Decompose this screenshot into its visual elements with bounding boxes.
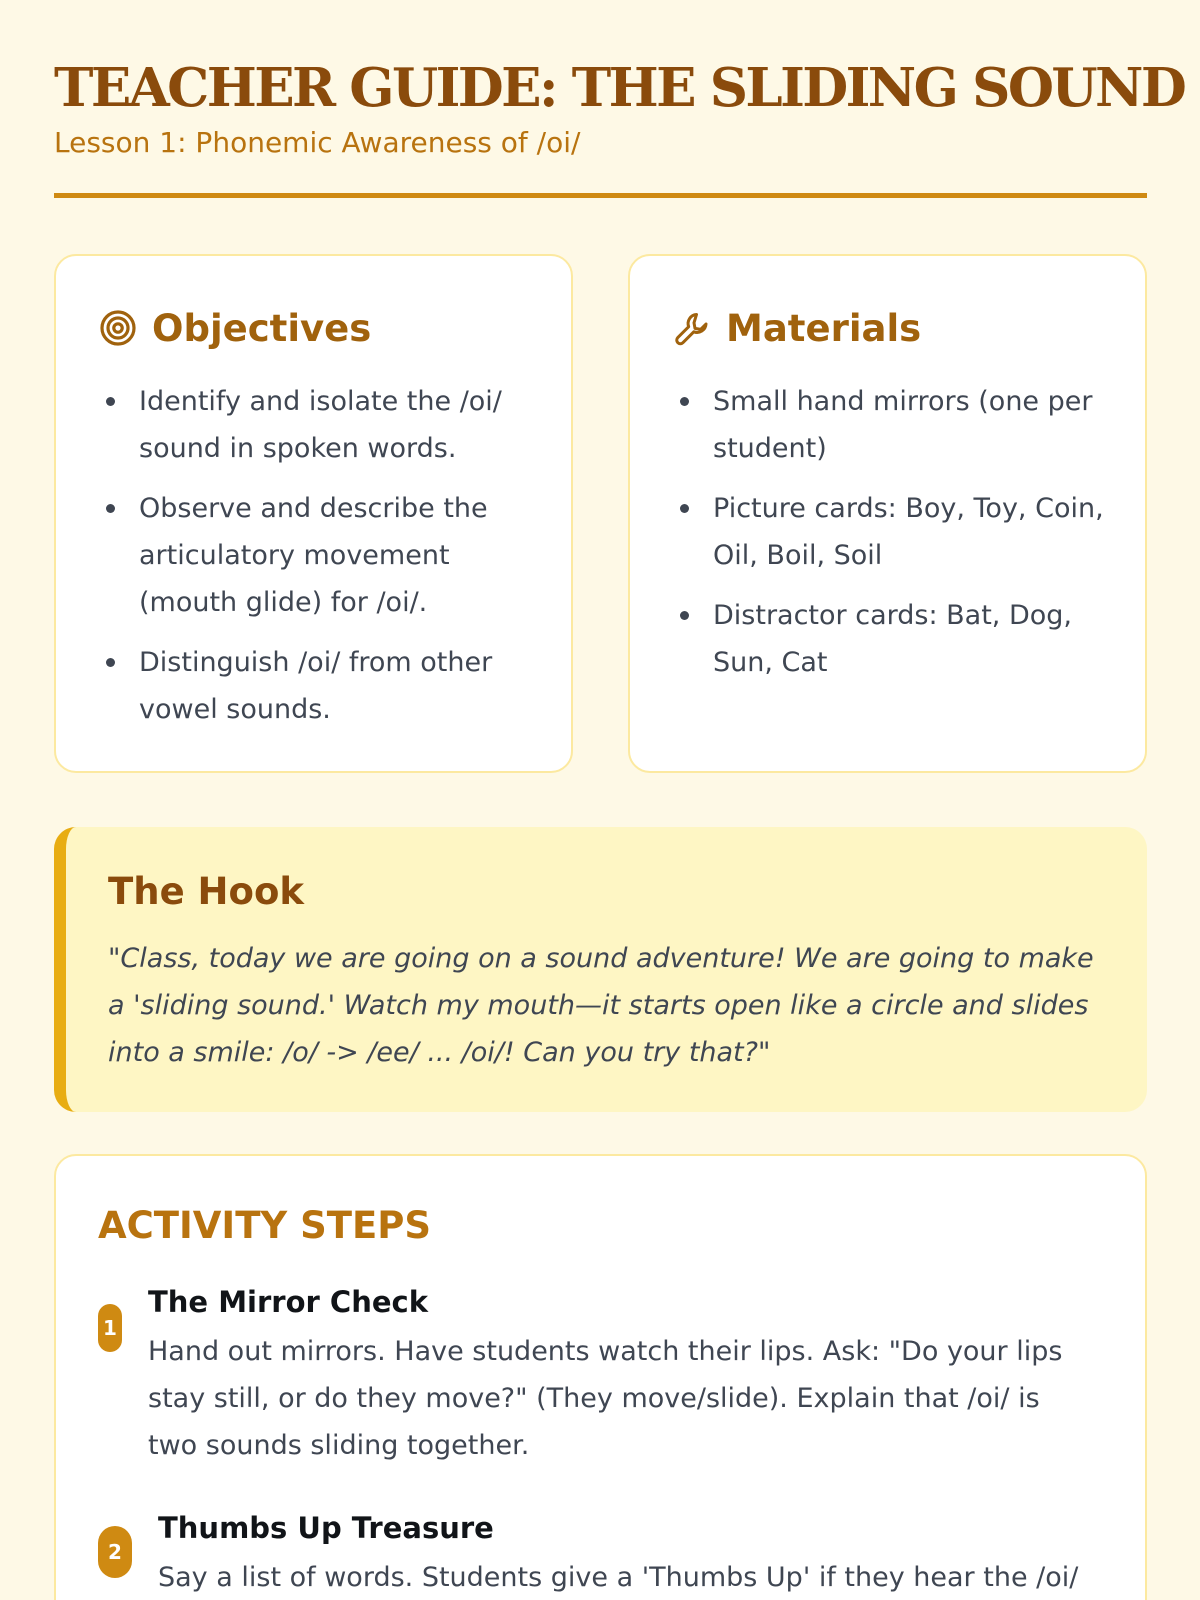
- bullet-dot: [680, 504, 689, 513]
- objectives-header: [98, 298, 371, 358]
- bullet-dot: [106, 658, 115, 667]
- objective-text: Distinguish /oi/ from other vowel sounds.: [139, 647, 493, 725]
- list-item: [672, 485, 1117, 579]
- materials-card: [628, 254, 1147, 773]
- objectives-list: [98, 378, 543, 746]
- step-description: Hand out mirrors. Have students watch their lips. Ask: "Do your lips stay still, or do they move?" (They move/slide). Explain that /oi/ is two sounds sliding together.: [148, 1336, 1063, 1461]
- bullet-dot: [680, 397, 689, 406]
- list-item: [98, 378, 543, 472]
- hook-quote: "Class, today we are going on a sound adventure! We are going to make a 'sliding sound.' Watch my mouth—it starts open like a circle and slides into a smile: /o/ -> /ee/ ... /oi/! Can you try that?": [108, 943, 1094, 1068]
- materials-title: Materials: [726, 306, 922, 350]
- header-divider: [54, 193, 1147, 198]
- activity-steps-title: ACTIVITY STEPS: [98, 1204, 432, 1247]
- objectives-title: Objectives: [152, 306, 372, 350]
- step-number-badge: 2: [98, 1526, 132, 1578]
- material-text: Small hand mirrors (one per student): [713, 386, 1093, 464]
- materials-header: [672, 298, 921, 358]
- objectives-card: [54, 254, 573, 773]
- bullet-dot: [106, 397, 115, 406]
- list-item: [672, 378, 1117, 472]
- step-number-badge: 1: [98, 1304, 122, 1352]
- bullet-dot: [680, 611, 689, 620]
- objective-text: Observe and describe the articulatory movement (mouth glide) for /oi/.: [139, 493, 488, 618]
- step-title: Thumbs Up Treasure: [158, 1511, 494, 1545]
- activity-steps-card: [54, 1154, 1147, 1600]
- materials-list: [672, 378, 1117, 699]
- hook-callout: [54, 827, 1147, 1112]
- step-description: Say a list of words. Students give a 'Thumbs Up' if they hear the /oi/: [158, 1562, 1079, 1593]
- page-title: TEACHER GUIDE: THE SLIDING SOUND: [54, 57, 1185, 119]
- wrench-icon: [672, 308, 712, 348]
- target-icon: [98, 308, 138, 348]
- list-item: [98, 485, 543, 626]
- material-text: Picture cards: Boy, Toy, Coin, Oil, Boil, Soil: [713, 493, 1104, 571]
- list-item: [98, 639, 543, 733]
- hook-title: The Hook: [108, 870, 304, 913]
- bullet-dot: [106, 504, 115, 513]
- material-text: Distractor cards: Bat, Dog, Sun, Cat: [713, 600, 1072, 678]
- list-item: [672, 592, 1117, 686]
- objective-text: Identify and isolate the /oi/ sound in spoken words.: [139, 386, 502, 464]
- step-title: The Mirror Check: [148, 1285, 428, 1319]
- page-subtitle: Lesson 1: Phonemic Awareness of /oi/: [54, 126, 581, 159]
